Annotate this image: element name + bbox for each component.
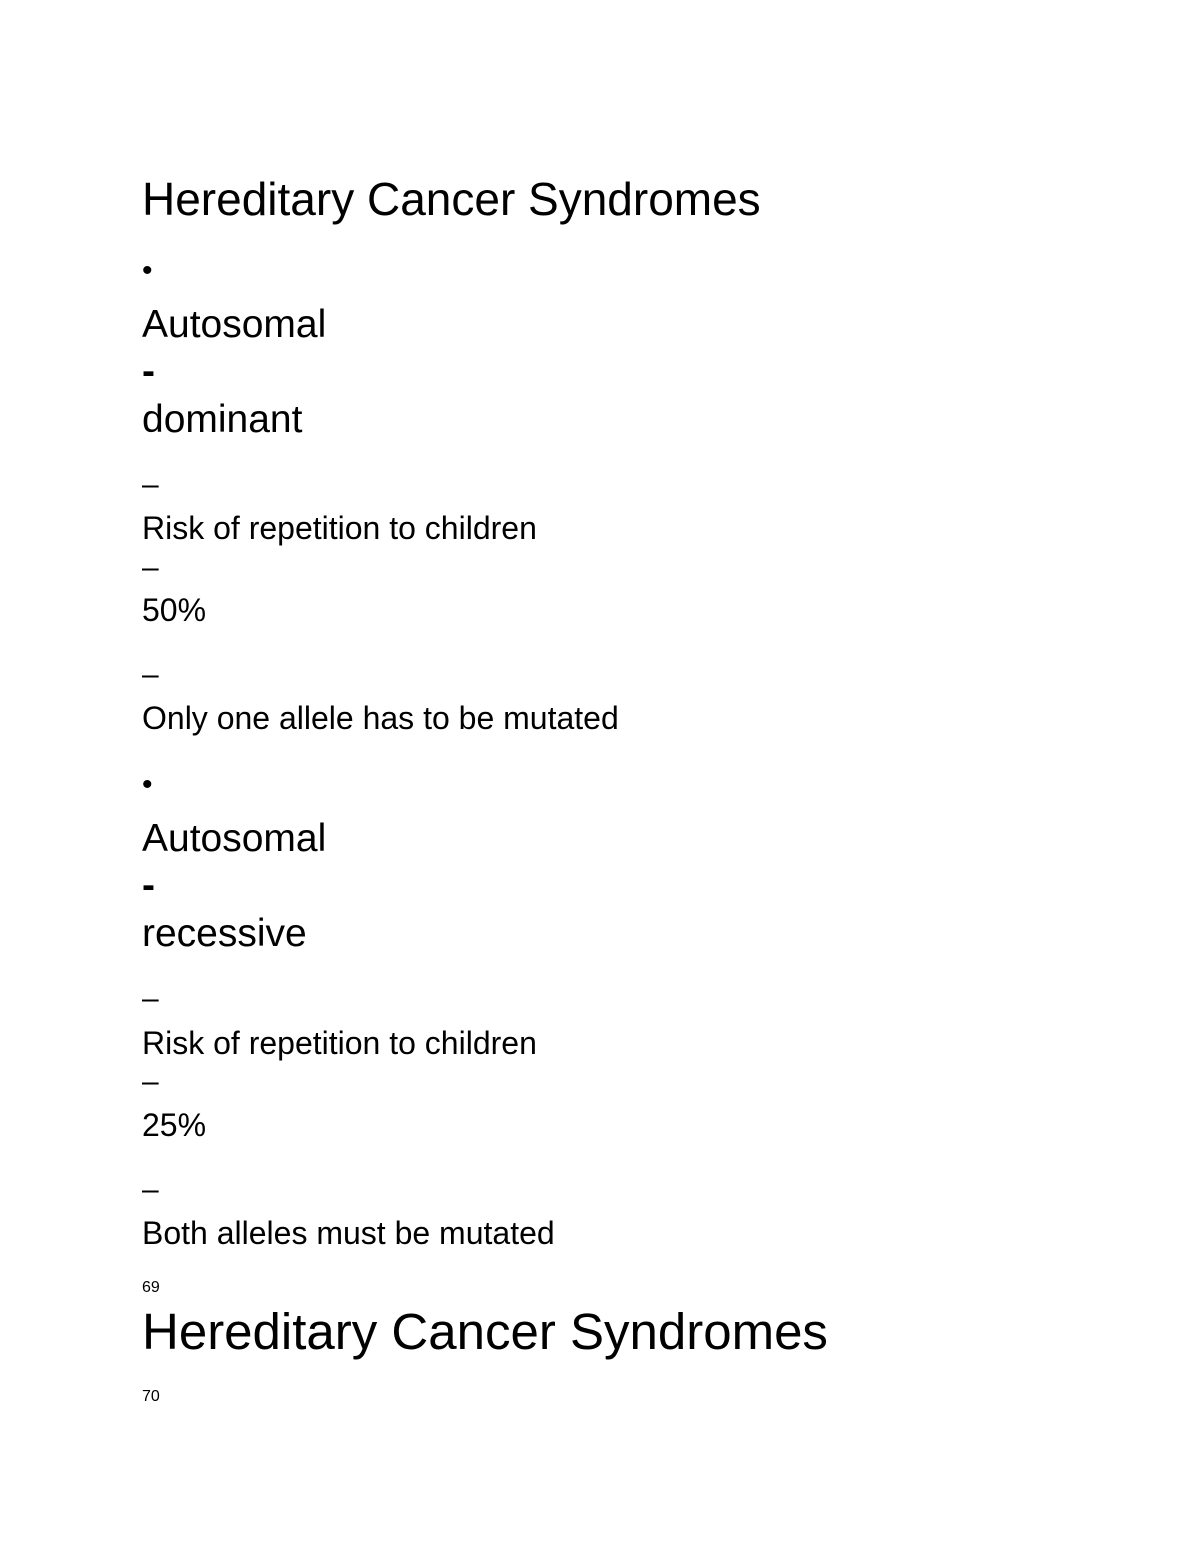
group-1-hyphen: - [142,350,155,393]
group-2-dash-1: – [142,982,159,1015]
group-2-dash-3: – [142,1173,159,1206]
bullet-icon: • [142,768,153,801]
group-2-risk-label: Risk of repetition to children [142,1025,537,1061]
group-1-heading-part1: Autosomal [142,303,327,346]
page-number-70: 70 [142,1388,160,1405]
group-2-hyphen: - [142,864,155,907]
bullet-icon: • [142,254,153,287]
group-1-risk-value: 50% [142,592,207,628]
group-1-dash-3: – [142,658,159,691]
group-1-dash-1: – [142,468,159,501]
group-2-heading-part1: Autosomal [142,817,327,860]
slide-70-title: Hereditary Cancer Syndromes [142,1303,828,1360]
group-1-note: Only one allele has to be mutated [142,700,619,736]
group-2-heading-part2: recessive [142,912,307,955]
group-1-heading-part2: dominant [142,398,303,441]
page-number-69: 69 [142,1279,160,1296]
group-1-dash-2: – [142,551,159,584]
group-2-risk-value: 25% [142,1107,207,1143]
slide-69-title: Hereditary Cancer Syndromes [142,173,761,225]
group-2-dash-2: – [142,1065,159,1098]
group-1-risk-label: Risk of repetition to children [142,510,537,546]
group-2-note: Both alleles must be mutated [142,1215,555,1251]
